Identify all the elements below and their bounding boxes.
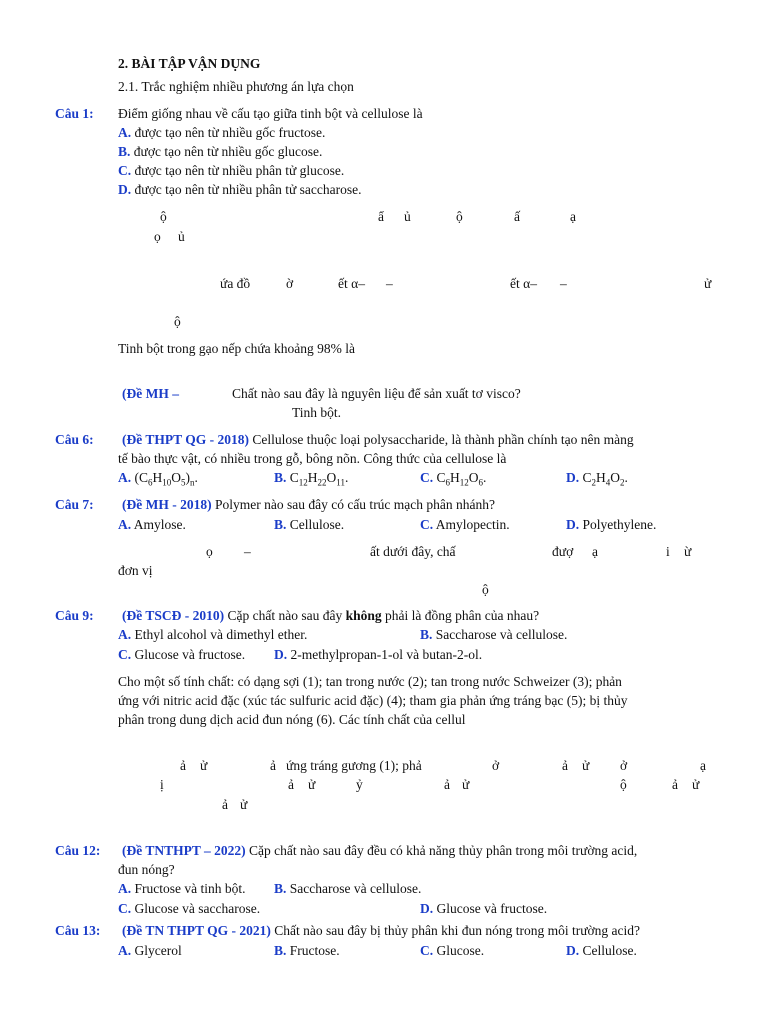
emphasis-word: không	[345, 608, 382, 623]
answer-option	[118, 880, 246, 897]
question-text	[122, 842, 637, 859]
text-fragment: ở	[620, 758, 628, 773]
question-text-line: tế bào thực vật, có nhiều trong gỗ, bông nõn. Công thức của cellulose là	[118, 451, 507, 466]
text-fragment: ạ	[592, 544, 598, 559]
option-text: Glucose và saccharose.	[134, 901, 261, 916]
option-letter: D.	[566, 943, 580, 958]
answer-option	[118, 900, 260, 917]
question-text: (Đề TSCĐ - 2010) Cặp chất nào sau đây không phải là đồng phân của nhau?	[122, 608, 540, 623]
text-fragment: ở	[492, 758, 500, 773]
answer-option	[118, 124, 325, 141]
text-fragment: ả	[672, 777, 678, 792]
option-letter: B.	[420, 627, 433, 642]
option-letter: C.	[118, 163, 132, 178]
option-letter: B.	[274, 881, 287, 896]
question-label: Câu 7:	[55, 497, 94, 512]
option-text: Saccharose và cellulose.	[435, 627, 568, 642]
text-fragment: ạ	[700, 758, 706, 773]
option-text: Polyethylene.	[582, 517, 657, 532]
option-letter: C.	[420, 517, 434, 532]
text-fragment: –	[386, 276, 393, 291]
text-fragment: ết α–	[510, 276, 537, 291]
option-letter: D.	[566, 517, 580, 532]
question-text-line: ứng với nitric acid đặc (xúc tác sulfuric acid đặc) (4); tham gia phản ứng tráng bạc (5); bị thủy	[118, 693, 628, 708]
answer-option	[420, 942, 484, 959]
text-fragment: ử	[240, 797, 248, 812]
answer-option	[566, 942, 637, 959]
question-source: (Đề MH - 2018)	[122, 497, 212, 512]
question-source: (Đề TN THPT QG - 2021)	[122, 923, 271, 938]
question-label: Câu 1:	[55, 106, 94, 121]
question-source: (Đề TNTHPT – 2022)	[122, 843, 246, 858]
answer-option	[420, 516, 510, 533]
answer-option	[420, 900, 547, 917]
text-fragment: ạ	[570, 209, 576, 224]
answer-option	[274, 942, 340, 959]
option-letter: A.	[118, 517, 132, 532]
text-fragment: ử	[704, 276, 712, 291]
option-letter: A.	[118, 943, 132, 958]
subsection-title: 2.1. Trắc nghiệm nhiều phương án lựa chọn	[118, 79, 354, 94]
text-fragment: ủ	[404, 209, 411, 224]
option-text: được tạo nên từ nhiều gốc glucose.	[133, 144, 323, 159]
option-text: Glucose.	[436, 943, 485, 958]
text-fragment: ử	[692, 777, 700, 792]
text-fragment: ả	[222, 797, 228, 812]
text-fragment: ừ	[684, 544, 692, 559]
text-fragment: ọ	[206, 544, 213, 559]
question-text-line: phân trong dung dịch acid đun nóng (6). Các tính chất của cellul	[118, 712, 466, 727]
option-letter: A.	[118, 881, 132, 896]
text-fragment: ả	[444, 777, 450, 792]
option-letter: C.	[118, 901, 132, 916]
answer-option	[566, 516, 656, 533]
answer-option: B. $C_{12}H_{22}O_{11}$.	[274, 470, 349, 488]
text-fragment: ử	[462, 777, 470, 792]
answer-option	[118, 626, 307, 643]
answer-option: C. $C_6H_{12}O_6$.	[420, 470, 487, 488]
text-fragment: ứng tráng gương (1); phả	[286, 758, 422, 773]
section-title: 2. BÀI TẬP VẬN DỤNG	[118, 56, 261, 71]
question-text: Điểm giống nhau về cấu tạo giữa tinh bột và cellulose là	[118, 106, 423, 121]
option-letter: C.	[118, 647, 132, 662]
question-text-line: Chất nào sau đây bị thủy phân khi đun nóng trong môi trường acid?	[274, 923, 641, 938]
answer-option	[118, 646, 245, 663]
answer-option: D. $C_2H_4O_2$.	[566, 470, 628, 488]
question-source: (Đề TSCĐ - 2010)	[122, 608, 225, 623]
option-text: Cellulose.	[289, 517, 345, 532]
question-text-line: đun nóng?	[118, 862, 175, 877]
question-label: Câu 6:	[55, 432, 94, 447]
text-fragment: i	[666, 544, 670, 559]
question-text-line: Cho một số tính chất: có dạng sợi (1); tan trong nước (2); tan trong nước Schweizer (3); phản	[118, 674, 622, 689]
text-fragment: ất dưới đây, chấ	[370, 544, 456, 559]
option-letter: B.	[274, 943, 287, 958]
option-letter: A.	[118, 470, 132, 485]
question-source: (Đề THPT QG - 2018)	[122, 432, 249, 447]
question-text	[122, 922, 640, 939]
question-text	[122, 496, 495, 513]
question-label: Câu 12:	[55, 843, 101, 858]
text-fragment: ộ	[620, 777, 627, 792]
text-fragment: –	[560, 276, 567, 291]
option-text: Glucose và fructose.	[134, 647, 246, 662]
question-label: Câu 9:	[55, 608, 94, 623]
option-text: Amylopectin.	[435, 517, 510, 532]
text-fragment: ấ	[514, 209, 520, 224]
question-text-line: Cellulose thuộc loại polysaccharide, là thành phần chính tạo nên màng	[252, 432, 634, 447]
option-letter: D.	[566, 470, 580, 485]
text-fragment: ứa đồ	[220, 276, 251, 291]
text-fragment: –	[244, 544, 251, 559]
text-fragment: ả	[180, 758, 186, 773]
option-text: được tạo nên từ nhiều gốc fructose.	[134, 125, 326, 140]
answer-option: A. $(C_6H_{10}O_5)_n$.	[118, 470, 198, 488]
text-fragment: ộ	[174, 314, 181, 329]
option-letter: D.	[118, 182, 132, 197]
option-text: Saccharose và cellulose.	[289, 881, 422, 896]
answer-option	[274, 646, 482, 663]
question-source: (Đề MH –	[122, 386, 179, 401]
option-letter: B.	[274, 517, 287, 532]
text-fragment: ẩ	[378, 209, 384, 224]
option-text: Cellulose.	[582, 943, 637, 958]
question-text: Chất nào sau đây là nguyên liệu để sản xuất tơ visco?	[232, 386, 521, 401]
question-label: Câu 13:	[55, 923, 101, 938]
text-fragment: ỷ	[356, 777, 363, 792]
option-text: Fructose.	[289, 943, 340, 958]
option-text: 2-methylpropan-1-ol và butan-2-ol.	[290, 647, 483, 662]
option-letter: B.	[118, 144, 131, 159]
option-letter: C.	[420, 470, 434, 485]
text-fragment: ộ	[160, 209, 167, 224]
option-letter: D.	[420, 901, 434, 916]
text-fragment: ộ	[482, 582, 489, 597]
option-letter: C.	[420, 943, 434, 958]
text-fragment: ử	[582, 758, 590, 773]
text-fragment: ử	[308, 777, 316, 792]
option-letter: A.	[118, 125, 132, 140]
answer-option	[118, 143, 322, 160]
text-fragment: ộ	[456, 209, 463, 224]
option-text: được tạo nên từ nhiều phân tử saccharose.	[134, 182, 362, 197]
text-fragment: đơn vị	[118, 563, 153, 578]
text-fragment: ủ	[178, 229, 185, 244]
option-text: Ethyl alcohol và dimethyl ether.	[134, 627, 308, 642]
option-letter: D.	[274, 647, 288, 662]
option-text: Glycerol	[134, 943, 182, 958]
option-letter: A.	[118, 627, 132, 642]
text-fragment: ọ	[154, 229, 161, 244]
option-text: được tạo nên từ nhiều phân tử glucose.	[134, 163, 345, 178]
text-fragment: ử	[200, 758, 208, 773]
answer-option	[274, 880, 421, 897]
option-text: Fructose và tinh bột.	[134, 881, 246, 896]
option-text: Glucose và fructose.	[436, 901, 548, 916]
text-fragment: ả	[562, 758, 568, 773]
text-fragment: đượ	[552, 544, 574, 559]
answer-option	[118, 162, 344, 179]
answer-text: Tinh bột.	[292, 405, 342, 420]
question-text	[122, 431, 634, 448]
option-letter: B.	[274, 470, 287, 485]
question-text-line: Polymer nào sau đây có cấu trúc mạch phân nhánh?	[214, 497, 496, 512]
text-fragment: ả	[270, 758, 276, 773]
text-fragment: ị	[160, 777, 164, 792]
answer-option	[118, 942, 182, 959]
text-fragment: ết α–	[338, 276, 365, 291]
option-text: Amylose.	[133, 517, 186, 532]
text-fragment: ờ	[286, 276, 294, 291]
answer-option	[118, 516, 186, 533]
question-text: Tinh bột trong gạo nếp chứa khoảng 98% là	[118, 341, 356, 356]
text-fragment: ả	[288, 777, 294, 792]
answer-option	[420, 626, 567, 643]
question-text-line: Cặp chất nào sau đây đều có khả năng thủy phân trong môi trường acid,	[249, 843, 638, 858]
answer-option	[274, 516, 344, 533]
answer-option	[118, 181, 362, 198]
